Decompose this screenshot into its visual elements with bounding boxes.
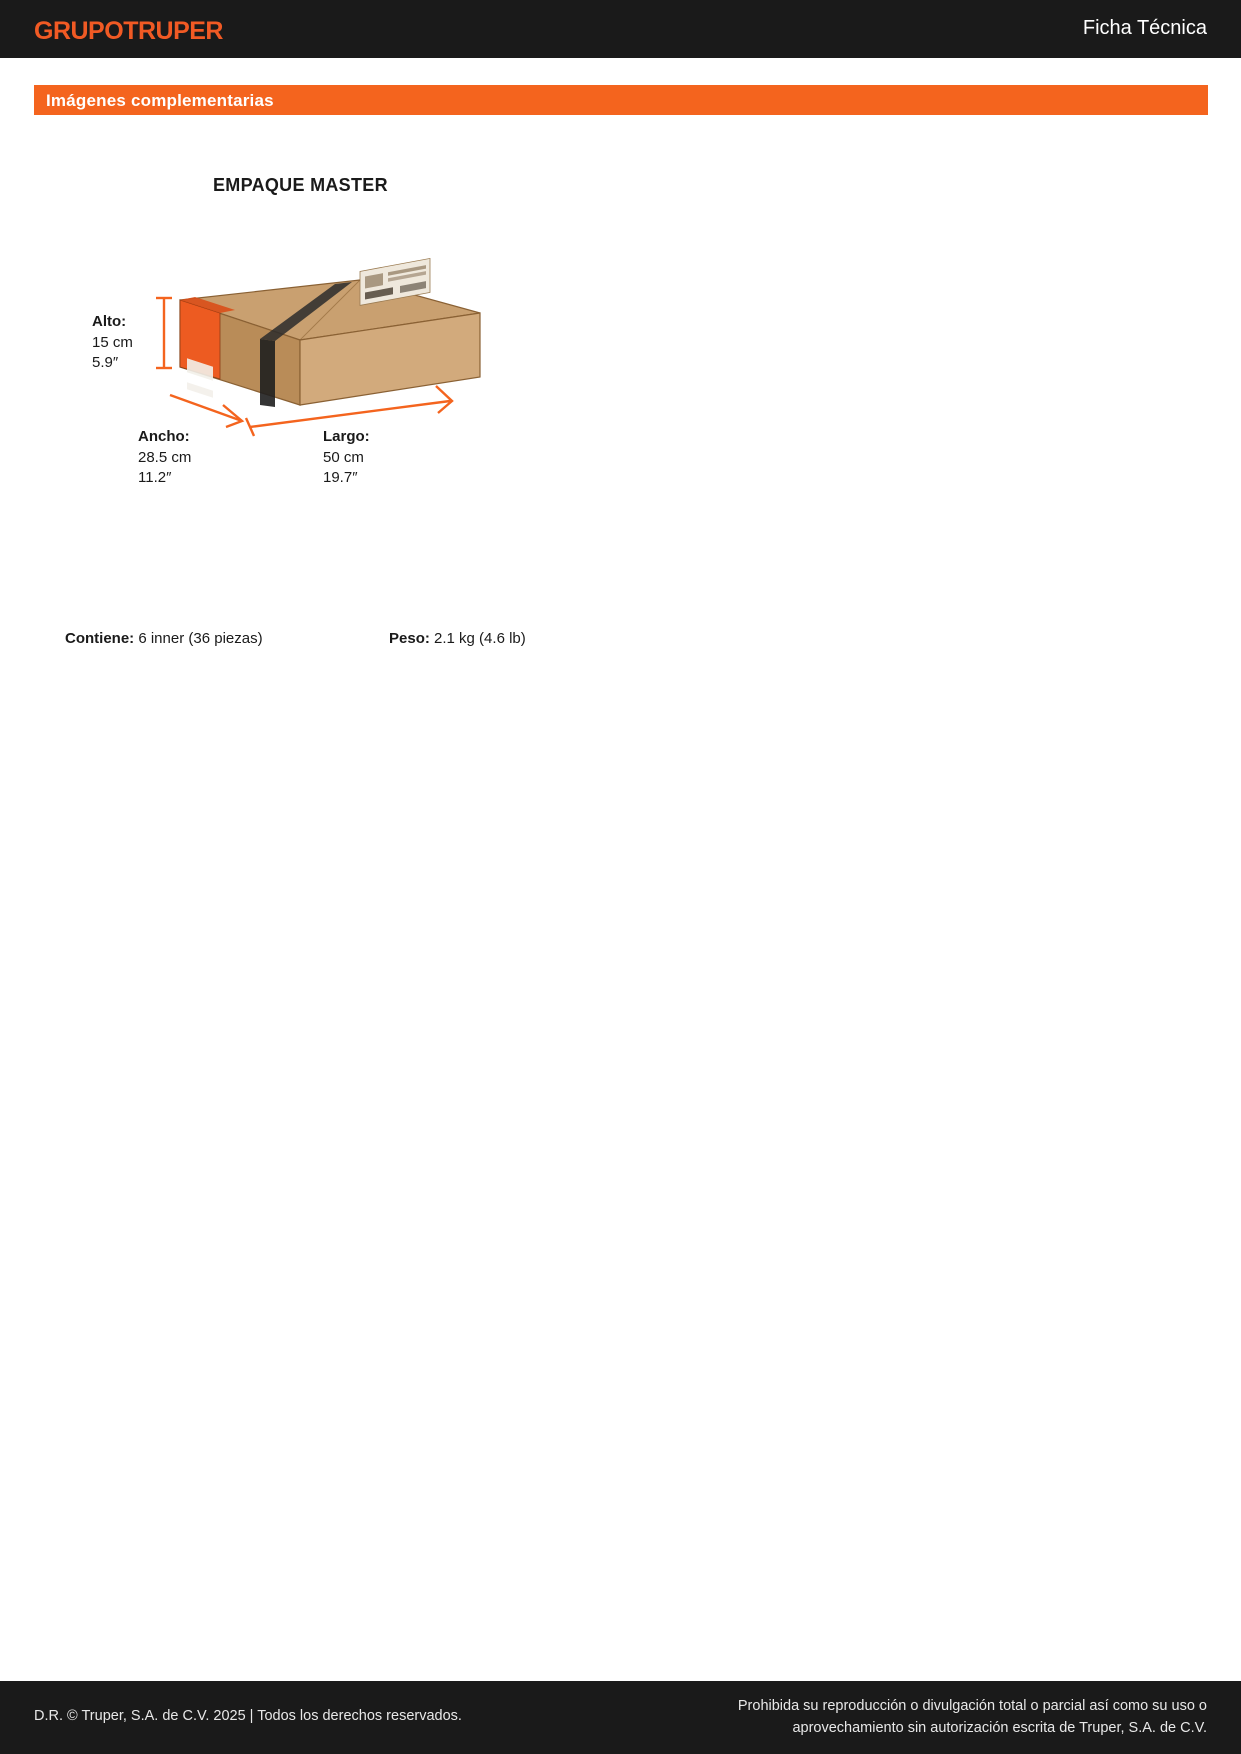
brand-logo-truper: TRUPER <box>123 17 223 45</box>
dimension-width-imperial: 11.2″ <box>138 469 172 487</box>
section-header-label: Imágenes complementarias <box>46 91 274 110</box>
dimension-length-metric: 50 cm <box>323 448 364 466</box>
footer-legal-line-1: Prohibida su reproducción o divulgación total o parcial así como su uso o <box>737 1698 1207 1714</box>
weight-value: 2.1 kg (4.6 lb) <box>434 630 526 647</box>
dimension-length-imperial: 19.7″ <box>323 469 358 487</box>
dimension-height <box>92 312 133 374</box>
header-bar <box>0 0 1241 58</box>
dimension-width-label: Ancho: <box>138 428 190 445</box>
dimension-height-label: Alto: <box>92 313 127 330</box>
footer-legal <box>687 1696 1207 1740</box>
weight-label: Peso: <box>389 630 430 647</box>
footer-bar <box>0 1681 1241 1754</box>
footer-legal-line-2: aprovechamiento sin autorización escrita de Truper, S.A. de C.V. <box>792 1719 1207 1736</box>
dimension-height-imperial: 5.9″ <box>92 354 119 372</box>
dimension-width <box>138 427 191 489</box>
document-title: Ficha Técnica <box>1082 17 1207 39</box>
brand-logo-grupo: GRUPO <box>34 17 124 45</box>
section-header-imagenes-complementarias <box>34 85 1208 115</box>
packaging-diagram <box>60 255 580 535</box>
brand-logo <box>34 17 223 46</box>
dimension-width-metric: 28.5 cm <box>138 448 192 466</box>
dimension-height-metric: 15 cm <box>92 333 133 351</box>
dimension-length-label: Largo: <box>323 428 370 445</box>
contains-value: 6 inner (36 piezas) <box>138 630 263 647</box>
contains-field <box>65 630 263 647</box>
packaging-title: EMPAQUE MASTER <box>213 175 388 195</box>
dimension-length <box>323 427 370 489</box>
master-carton-illustration <box>60 255 580 535</box>
footer-copyright: D.R. © Truper, S.A. de C.V. 2025 | Todos los derechos reservados. <box>34 1708 462 1724</box>
contains-label: Contiene: <box>65 630 135 647</box>
weight-field <box>389 630 526 647</box>
